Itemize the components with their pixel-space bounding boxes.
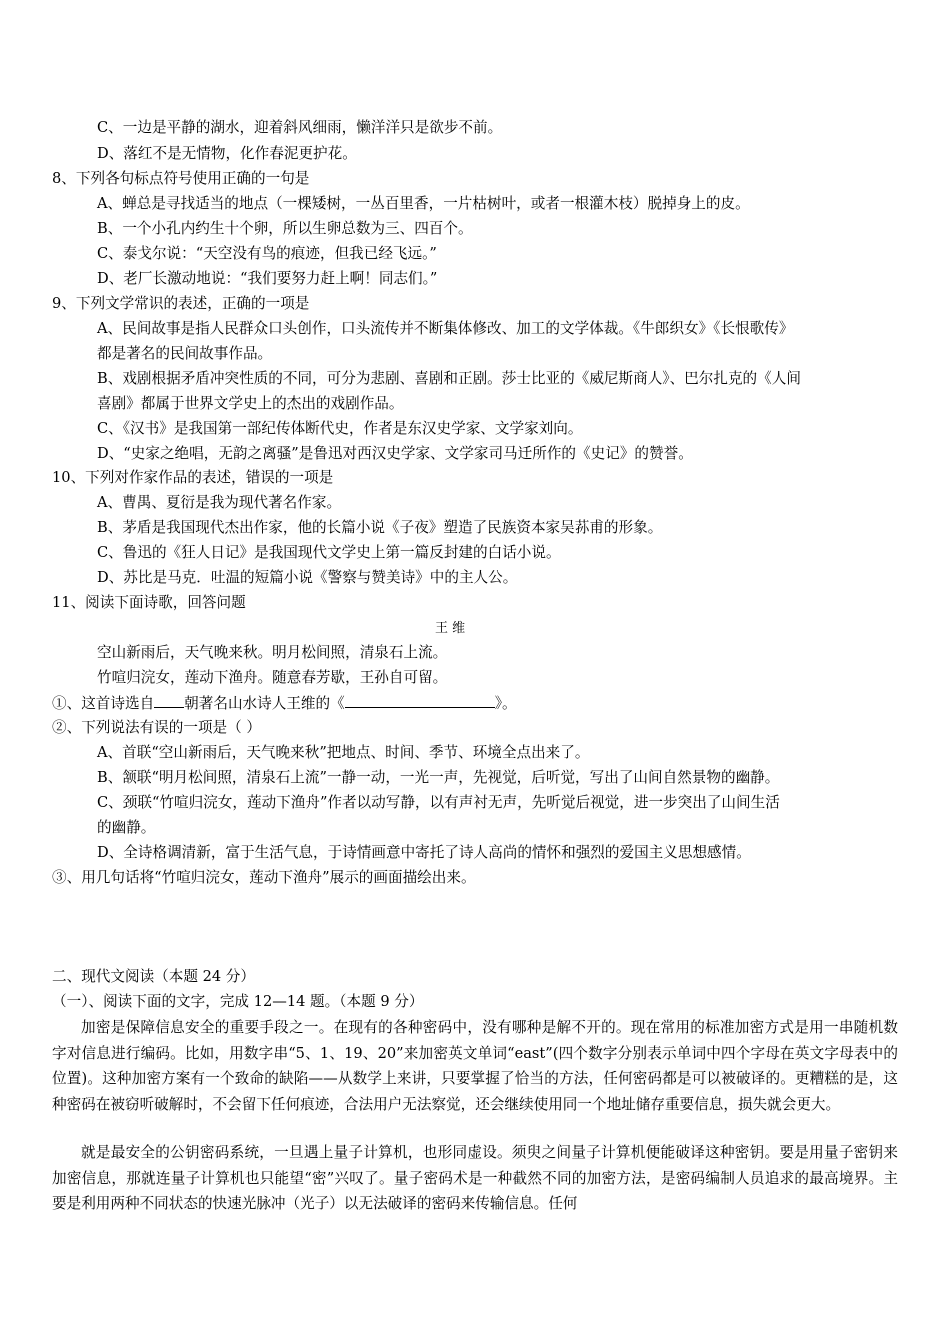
q10-stem: 10、下列对作家作品的表述，错误的一项是 (52, 469, 334, 486)
q11-option-c-cont: 的幽静。 (97, 819, 156, 836)
poem-line-2: 竹喧归浣女，莲动下渔舟。随意春芳歇，王孙自可留。 (97, 669, 448, 686)
passage-paragraph-2: 就是最安全的公钥密码系统，一旦遇上量子计算机，也形同虚设。须臾之间量子计算机便能破译这种密钥。要是用量子密钥来加密信息，那就连量子计算机也只能望“密”兴叹了。量子密码术是一种截然不同的加密方法，是密码编制人员追求的最高境界。主要是利用两种不同状态的快速光脉冲（光子）以无法破译的密码来传输信息。任何 (52, 1144, 898, 1212)
q11-sub3: ③、用几句话将“竹喧归浣女，莲动下渔舟”展示的画面描绘出来。 (52, 869, 476, 886)
poem-line-1: 空山新雨后，天气晚来秋。明月松间照，清泉石上流。 (97, 644, 448, 661)
q7-option-c: C、一边是平静的湖水，迎着斜风细雨，懒洋洋只是欲步不前。 (97, 119, 503, 136)
section2-title: 二、现代文阅读（本题 24 分） (52, 968, 255, 985)
dynasty-blank[interactable] (154, 693, 184, 708)
q8-stem: 8、下列各句标点符号使用正确的一句是 (52, 170, 310, 187)
q10-option-b: B、茅盾是我国现代杰出作家，他的长篇小说《子夜》塑造了民族资本家吴荪甫的形象。 (97, 519, 663, 536)
q11-option-a: A、首联“空山新雨后，天气晚来秋”把地点、时间、季节、环境全点出来了。 (97, 744, 590, 761)
q8-option-d: D、老厂长激动地说：“我们要努力赶上啊！同志们。” (97, 270, 438, 287)
q11-option-d: D、全诗格调清新，富于生活气息，于诗情画意中寄托了诗人高尚的情怀和强烈的爱国主义思想感情。 (97, 844, 751, 861)
q7-option-d: D、落红不是无情物，化作春泥更护花。 (97, 145, 357, 162)
q8-option-b: B、一个小孔内约生十个卵，所以生卵总数为三、四百个。 (97, 220, 473, 237)
poem-title-blank[interactable] (345, 693, 495, 708)
q11-sub1-text-a: ①、这首诗选自 (52, 695, 155, 712)
passage-paragraph-1: 加密是保障信息安全的重要手段之一。在现有的各种密码中，没有哪种是解不开的。现在常用的标准加密方式是用一串随机数字对信息进行编码。比如，用数字串“5、1、19、20”来加密英文单词“east”(四个数字分别表示单词中四个字母在英文字母表中的位置)。这种加密方案有一个致命的缺陷——从数学上来讲，只要掌握了恰当的方法，任何密码都是可以被破译的。更糟糕的是，这种密码在被窃听破解时，不会留下任何痕迹，合法用户无法察觉，还会继续使用同一个地址储存重要信息，损失就会更大。 (52, 1019, 898, 1113)
q9-option-b-cont: 喜剧》都属于世界文学史上的杰出的戏剧作品。 (97, 395, 404, 412)
q9-option-a: A、民间故事是指人民群众口头创作，口头流传并不断集体修改、加工的文学体裁。《牛郎织女》《长恨歌传》 (97, 320, 794, 337)
q9-option-b: B、戏剧根据矛盾冲突性质的不同，可分为悲剧、喜剧和正剧。莎士比亚的《威尼斯商人》、巴尔扎克的《人间 (97, 370, 801, 387)
q10-option-c: C、鲁迅的《狂人日记》是我国现代文学史上第一篇反封建的白话小说。 (97, 544, 561, 561)
q9-stem: 9、下列文学常识的表述，正确的一项是 (52, 295, 310, 312)
q9-option-d: D、“史家之绝唱，无韵之离骚”是鲁迅对西汉史学家、文学家司马迁所作的《史记》的赞誉。 (97, 445, 693, 462)
q10-option-d: D、苏比是马克．吐温的短篇小说《警察与赞美诗》中的主人公。 (97, 569, 518, 586)
q11-sub1 (52, 693, 517, 714)
q11-sub2: ②、下列说法有误的一项是（ ） (52, 719, 261, 736)
q11-sub1-text-c: 》。 (494, 695, 517, 712)
q8-option-c: C、泰戈尔说：“天空没有鸟的痕迹，但我已经飞远。” (97, 245, 437, 262)
q9-option-a-cont: 都是著名的民间故事作品。 (97, 345, 273, 362)
q8-option-a: A、蝉总是寻找适当的地点（一棵矮树，一丛百里香，一片枯树叶，或者一根灌木枝）脱掉身上的皮。 (97, 195, 750, 212)
section2-part1: （一）、阅读下面的文字，完成 12—14 题。（本题 9 分） (52, 993, 424, 1010)
q11-stem: 11、阅读下面诗歌，回答问题 (52, 594, 246, 611)
q10-option-a: A、曹禺、夏衍是我为现代著名作家。 (97, 494, 342, 511)
poem-author: 王 维 (435, 621, 466, 636)
q11-option-c: C、颈联“竹喧归浣女，莲动下渔舟”作者以动写静，以有声衬无声，先听觉后视觉，进一步突出了山间生活 (97, 794, 780, 811)
q11-option-b: B、颔联“明月松间照，清泉石上流”一静一动，一光一声，先视觉，后听觉，写出了山间自然景物的幽静。 (97, 769, 780, 786)
q9-option-c: C、《汉书》是我国第一部纪传体断代史，作者是东汉史学家、文学家刘向。 (97, 420, 583, 437)
q11-sub1-text-b: 朝著名山水诗人王维的《 (184, 695, 345, 712)
